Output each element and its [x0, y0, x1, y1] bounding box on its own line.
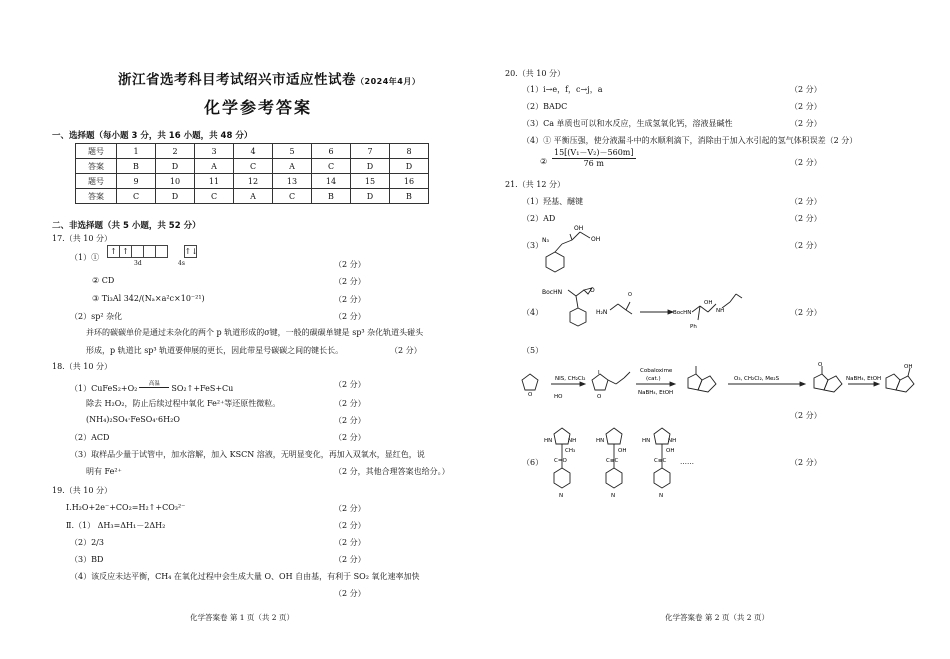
- table-cell: 1: [117, 144, 156, 159]
- q20-p4b-label: ②: [540, 157, 548, 166]
- table-cell: C: [195, 189, 234, 204]
- label-nh: NH: [668, 438, 677, 444]
- score: （2 分）: [790, 197, 822, 206]
- ellipsis: ……: [680, 458, 694, 466]
- table-row: [76, 189, 429, 204]
- table-cell: 12: [234, 174, 273, 189]
- q21-p2: （2）AD: [522, 214, 556, 223]
- table-cell: C: [117, 189, 156, 204]
- q19-ii1: Ⅱ.（1） ΔH₃=ΔH₁－2ΔH₂: [66, 521, 166, 530]
- table-cell: B: [117, 159, 156, 174]
- table-cell: 8: [390, 144, 429, 159]
- q17-p2-text1: 并环的碳碳单价是通过未杂化的两个 p 轨道形成的σ键，一般的碳碳单键是 sp³ 杂化轨道头碰头: [86, 328, 424, 337]
- label-cat: (cat.): [646, 376, 661, 382]
- q19-ii3: （3）BD: [70, 555, 104, 564]
- table-cell: A: [234, 189, 273, 204]
- table-row-header: 答案: [76, 159, 117, 174]
- fraction: [552, 147, 636, 168]
- q18-p2: （2）ACD: [70, 433, 110, 442]
- structure-4-reaction: [540, 282, 750, 340]
- score: （2 分）: [334, 295, 366, 304]
- table-row: [76, 159, 429, 174]
- label-bochn: BocHN: [673, 310, 692, 316]
- label-bochn: BocHN: [542, 289, 563, 296]
- score: （2 分）: [334, 504, 366, 513]
- label-i: I: [598, 370, 600, 376]
- score: （2 分）: [334, 433, 366, 442]
- label-nh: NH: [716, 308, 725, 314]
- label-c-c: C≡C: [606, 458, 619, 464]
- q21-p6: （6）: [522, 458, 544, 467]
- score: （2 分）: [790, 241, 822, 250]
- table-cell: C: [234, 159, 273, 174]
- q20-p3: （3）Ca 单质也可以和水反应，生成氢氧化钙，溶液显碱性: [522, 119, 733, 128]
- q17-p1-label: （1）①: [70, 253, 100, 262]
- score: （2 分）: [334, 399, 366, 408]
- section1-heading: 一、选择题（每小题 3 分，共 16 小题，共 48 分）: [52, 131, 253, 141]
- label-ph: Ph: [690, 324, 697, 330]
- table-cell: B: [312, 189, 351, 204]
- table-cell: 14: [312, 174, 351, 189]
- table-cell: 9: [117, 174, 156, 189]
- label-c-c: C≡C: [654, 458, 667, 464]
- table-cell: D: [351, 189, 390, 204]
- label-c-o: C=O: [554, 458, 567, 464]
- orbital-diagram: [107, 245, 196, 258]
- table-cell: D: [390, 159, 429, 174]
- label-nis: NIS, CH₂Cl₂: [555, 376, 586, 382]
- footer-page-1: 化学答案卷 第 1 页（共 2 页）: [190, 613, 294, 622]
- table-row-header: 题号: [76, 144, 117, 159]
- table-cell: 13: [273, 174, 312, 189]
- label-cobaloxime: Cobaloxime: [640, 368, 673, 374]
- q17-p1c: ③ Ti₃Al 342/(Nₐ×a²c×10⁻²¹): [92, 294, 205, 303]
- q18-head: 18.（共 10 分）: [52, 362, 112, 371]
- score: （2 分）: [790, 411, 822, 420]
- table-cell: D: [156, 189, 195, 204]
- label-n: N: [659, 493, 664, 499]
- q18-p1: （1）CuFeS₂+O₂ 高温 SO₂↑+FeS+Cu: [70, 381, 234, 393]
- label-o: O: [597, 394, 602, 400]
- orbital-box: ↑↓: [184, 247, 198, 256]
- exam-title: 浙江省选考科目考试绍兴市适应性试卷（2024年4月）: [118, 72, 421, 88]
- table-row: [76, 174, 429, 189]
- table-cell: 10: [156, 174, 195, 189]
- score: （2 分）: [334, 312, 366, 321]
- footer-page-2: 化学答案卷 第 2 页（共 2 页）: [665, 613, 769, 622]
- score: （2 分）: [790, 158, 822, 167]
- score: （2 分，其他合理答案也给分。）: [334, 467, 450, 476]
- table-cell: C: [273, 189, 312, 204]
- table-cell: 5: [273, 144, 312, 159]
- table-cell: A: [273, 159, 312, 174]
- q19-ii4: （4）该反应未达平衡，CH₄ 在氧化过程中会生成大量 O、OH 自由基，有利于 SO₂ 氧化速率加快: [70, 572, 420, 581]
- label-hn: HN: [642, 438, 651, 444]
- answer-title: 化学参考答案: [204, 98, 313, 117]
- orbital-3d-label: 3d: [134, 260, 142, 267]
- table-cell: 6: [312, 144, 351, 159]
- section2-heading: 二、非选择题（共 5 小题，共 52 分）: [52, 221, 201, 231]
- q21-head: 21.（共 12 分）: [505, 180, 565, 189]
- label-n3: N₃: [542, 237, 549, 244]
- label-h2n: H₂N: [596, 309, 608, 316]
- table-cell: 2: [156, 144, 195, 159]
- table-cell: A: [195, 159, 234, 174]
- label-oh: OH: [574, 225, 584, 232]
- table-cell: 15: [351, 174, 390, 189]
- table-cell: 11: [195, 174, 234, 189]
- score: （2 分）: [334, 277, 366, 286]
- label-o: O: [590, 287, 595, 294]
- score: （2 分）: [790, 85, 822, 94]
- structure-6-isomers: [540, 422, 710, 502]
- q21-p5: （5）: [522, 346, 544, 355]
- label-oh: OH: [904, 364, 913, 370]
- table-cell: D: [351, 159, 390, 174]
- table-cell: 3: [195, 144, 234, 159]
- orbital-box: ↑: [107, 245, 120, 258]
- orbital-box: ↑: [119, 245, 132, 258]
- score: （2 分）: [790, 214, 822, 223]
- table-row-header: 答案: [76, 189, 117, 204]
- q18-p1c: (NH₄)₂SO₄·FeSO₄·6H₂O: [86, 415, 180, 424]
- label-o: O: [818, 362, 823, 368]
- q21-p1: （1）羟基、醚键: [522, 197, 584, 206]
- label-o: O: [628, 292, 632, 298]
- q18-p3: （3）取样品少量于试管中，加水溶解，加入 KSCN 溶液，无明显变化，再加入双氧水，显红色，说: [70, 450, 425, 459]
- q18-p3b: 明有 Fe²⁺: [86, 467, 122, 476]
- label-nabh4: NaBH₄, EtOH: [638, 390, 674, 396]
- q19-ii2: （2）2/3: [70, 538, 104, 547]
- table-cell: C: [312, 159, 351, 174]
- q20-p2: （2）BADC: [522, 102, 568, 111]
- score: （2 分）: [334, 521, 366, 530]
- q17-head: 17.（共 10 分）: [52, 234, 112, 243]
- fraction-denominator: 76 m: [583, 159, 604, 168]
- q20-head: 20.（共 10 分）: [505, 69, 565, 78]
- q17-p2-text2: 形成，p 轨道比 sp³ 轨道要伸展的更长，因此带星号碳碳之间的键长长。: [86, 346, 344, 355]
- score: （2 分）: [334, 380, 366, 389]
- structure-5-synthesis: [518, 360, 918, 410]
- label-oh: OH: [591, 236, 601, 243]
- label-oh: OH: [666, 448, 675, 454]
- label-hn: HN: [544, 438, 553, 444]
- table-cell: B: [390, 189, 429, 204]
- label-oh: OH: [704, 300, 713, 306]
- score: （2 分）: [334, 589, 366, 598]
- q20-p4: （4）① 平衡压强，使分液漏斗中的水顺利滴下，消除由于加入水引起的氢气体积误差（2 分）: [522, 136, 858, 145]
- score: （2 分）: [334, 416, 366, 425]
- q18-p1b: 除去 H₂O₂，防止后续过程中氧化 Fe²⁺等还原性微粒。: [86, 399, 281, 408]
- label-nh: NH: [568, 438, 577, 444]
- table-row-header: 题号: [76, 174, 117, 189]
- table-cell: 4: [234, 144, 273, 159]
- structure-3: [540, 222, 630, 274]
- label-o: O: [528, 392, 533, 398]
- table-cell: 16: [390, 174, 429, 189]
- score: （2 分）: [790, 119, 822, 128]
- label-ozonolysis: O₃, CH₂Cl₂, Me₂S: [734, 376, 780, 382]
- q19-i: Ⅰ.H₂O+2e⁻+CO₂=H₂↑+CO₃²⁻: [66, 503, 186, 512]
- score: （2 分）: [334, 538, 366, 547]
- label-hn: HN: [596, 438, 605, 444]
- q21-p3: （3）: [522, 241, 544, 250]
- score: （2 分）: [334, 260, 366, 269]
- q17-p2: （2）sp² 杂化: [70, 312, 123, 321]
- label-oh: OH: [618, 448, 627, 454]
- orbital-box: [155, 245, 168, 258]
- orbital-4s-label: 4s: [178, 260, 185, 267]
- fraction-numerator: 15[(V₁－V₂)－560m]: [554, 148, 634, 157]
- q20-p1: （1）i→e，f，c→j，a: [522, 85, 603, 94]
- score: （2 分）: [790, 458, 822, 467]
- score: （2 分）: [790, 308, 822, 317]
- table-row: [76, 144, 429, 159]
- q17-p1b: ② CD: [92, 276, 115, 285]
- score: （2 分）: [390, 346, 422, 355]
- label-ch3: CH₃: [565, 448, 576, 454]
- label-n: N: [559, 493, 564, 499]
- score: （2 分）: [334, 555, 366, 564]
- q21-p4: （4）: [522, 308, 544, 317]
- label-ho: HO: [554, 394, 563, 400]
- answer-table: [75, 143, 429, 204]
- table-cell: 7: [351, 144, 390, 159]
- table-cell: D: [156, 159, 195, 174]
- score: （2 分）: [790, 102, 822, 111]
- label-nabh4: NaBH₄, EtOH: [846, 376, 882, 382]
- label-n: N: [611, 493, 616, 499]
- q19-head: 19.（共 10 分）: [52, 486, 112, 495]
